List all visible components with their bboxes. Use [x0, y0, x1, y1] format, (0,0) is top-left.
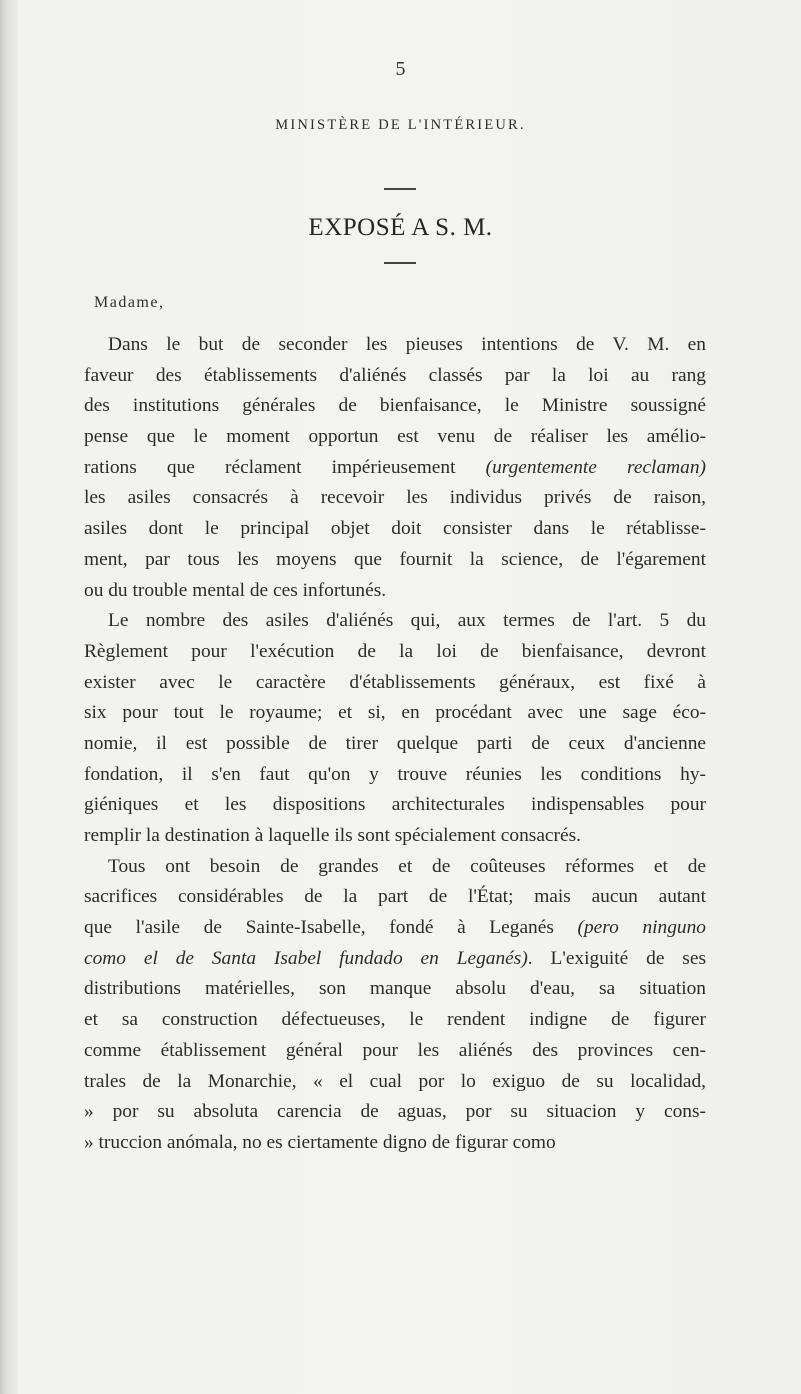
- text-line: et sa construction défectueuses, le rendent indigne de figurer: [84, 1009, 706, 1031]
- text-segment: . L'exiguité de ses: [527, 947, 706, 969]
- salutation: Madame,: [94, 294, 165, 311]
- text-line: des institutions générales de bienfaisance, le Ministre soussigné: [84, 395, 706, 417]
- text-line: » truccion anómala, no es ciertamente digno de figurar como: [84, 1131, 556, 1153]
- document-title: EXPOSÉ A S. M.: [308, 214, 493, 241]
- text-line: comme établissement général pour les aliénés des provinces cen-: [84, 1039, 706, 1061]
- text-line: fondation, il s'en faut qu'on y trouve réunies les conditions hy-: [84, 763, 706, 785]
- text-line: trales de la Monarchie, « el cual por lo exiguo de su localidad,: [84, 1070, 706, 1092]
- text-line: [84, 944, 706, 975]
- text-line: » por su absoluta carencia de aguas, por su situacion y cons-: [84, 1101, 706, 1123]
- text-segment: que l'asile de Sainte-Isabelle, fondé à Leganés: [84, 917, 578, 939]
- spanish-gloss: (pero ninguno: [577, 917, 706, 939]
- spanish-gloss: como el de Santa Isabel fundado en Leganés): [84, 947, 528, 969]
- text-line: Règlement pour l'exécution de la loi de bienfaisance, devront: [84, 640, 706, 662]
- page-number: 5: [395, 58, 406, 80]
- text-line: six pour tout le royaume; et si, en procédant avec une sage éco-: [84, 702, 706, 724]
- text-line: asiles dont le principal objet doit consister dans le rétablisse-: [84, 518, 706, 540]
- text-line: ment, par tous les moyens que fournit la science, de l'égarement: [84, 548, 706, 570]
- text-line: Tous ont besoin de grandes et de coûteuses réformes et de: [108, 855, 706, 877]
- text-line: remplir la destination à laquelle ils sont spécialement consacrés.: [84, 825, 581, 846]
- text-line: exister avec le caractère d'établissements généraux, est fixé à: [84, 671, 706, 693]
- text-segment: rations que réclament impérieusement: [84, 456, 486, 478]
- header-rule-bottom: [384, 262, 416, 264]
- ministry-header: MINISTÈRE DE L'INTÉRIEUR.: [275, 117, 526, 133]
- body-text: [84, 330, 706, 1159]
- header-rule-top: [384, 188, 416, 190]
- text-line: giéniques et les dispositions architecturales indispensables pour: [84, 794, 706, 816]
- text-line: sacrifices considérables de la part de l'État; mais aucun autant: [84, 886, 706, 908]
- text-line: Dans le but de seconder les pieuses intentions de V. M. en: [108, 334, 706, 355]
- text-line: faveur des établissements d'aliénés classés par la loi au rang: [84, 364, 706, 386]
- text-line: Le nombre des asiles d'aliénés qui, aux termes de l'art. 5 du: [108, 610, 706, 632]
- text-line: ou du trouble mental de ces infortunés.: [84, 579, 387, 601]
- text-line: nomie, il est possible de tirer quelque parti de ceux d'ancienne: [84, 732, 706, 754]
- text-line: [84, 453, 706, 484]
- text-line: pense que le moment opportun est venu de réaliser les amélio-: [84, 426, 706, 448]
- text-line: les asiles consacrés à recevoir les individus privés de raison,: [84, 487, 706, 509]
- text-line: [84, 913, 706, 944]
- text-line: distributions matérielles, son manque absolu d'eau, sa situation: [84, 978, 706, 1000]
- spanish-gloss: (urgentemente reclaman): [485, 456, 706, 478]
- page-binding-edge: [0, 0, 18, 1394]
